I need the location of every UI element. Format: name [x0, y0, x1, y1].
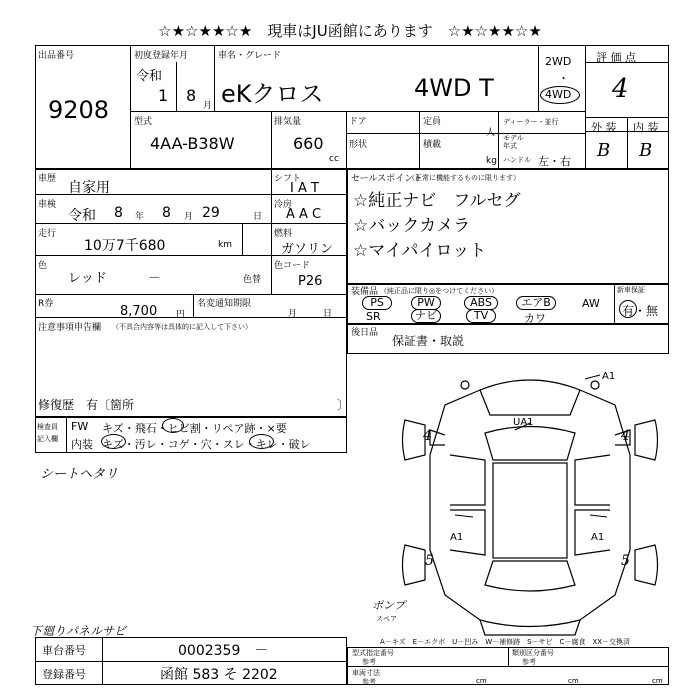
capacity-label: 定員 — [423, 117, 442, 127]
int-mark-circle-2 — [249, 434, 274, 449]
chassis-value: 0002359 － — [178, 643, 269, 659]
mark-ua1: UA1 — [513, 417, 534, 428]
car-damage-diagram — [395, 365, 665, 640]
inspection-era: 令和 — [68, 208, 96, 224]
handle-value: 左・右 — [538, 155, 571, 168]
mileage-value: 10万7千680 — [84, 238, 166, 254]
equip-pw: PW — [411, 296, 441, 310]
name-change-day: 日 — [323, 309, 333, 319]
ac-value: A A C — [286, 207, 322, 222]
fuel-value: ガソリン — [281, 242, 334, 257]
name-change-label: 名変通知期限 — [197, 299, 252, 309]
color-code: P26 — [298, 274, 323, 289]
inspector-label-2: 記入欄 — [37, 435, 58, 443]
mileage-unit: km — [218, 240, 232, 250]
capacity-unit: 人 — [486, 128, 496, 138]
displacement-unit: cc — [329, 154, 339, 164]
mark-a1-right: A1 — [591, 532, 605, 543]
inspector-fw: FW — [71, 420, 89, 433]
color-dash: － — [148, 271, 162, 286]
recycle-label: R券 — [38, 299, 54, 309]
notes-label: 注意事項申告欄 — [38, 323, 102, 333]
model-spec-label: 型式指定番号 — [352, 649, 394, 657]
first-reg-month-unit: 月 — [203, 101, 213, 111]
handle-label: ハンドル — [503, 156, 531, 164]
equip-leather: カワ — [524, 312, 546, 325]
shift-value: I A T — [290, 181, 319, 196]
color-no-label: 色替 — [243, 275, 262, 285]
shift-label: シフト — [274, 174, 302, 184]
inspection-label: 車検 — [38, 200, 57, 210]
first-reg-label: 初度登録年月 — [134, 51, 189, 61]
color-value: レッド — [68, 271, 107, 286]
repair-close: 〕 — [337, 398, 350, 412]
int-mark-circle-1 — [101, 434, 126, 449]
drive-sep: ・ — [558, 72, 569, 85]
after-items-value: 保証書・取説 — [392, 334, 465, 348]
rating-score: 4 — [612, 74, 629, 104]
sales-point-3: ☆マイパイロット — [353, 241, 487, 261]
model-year-label: モデル年式 — [503, 134, 524, 150]
inspector-label-1: 検査員 — [37, 423, 58, 431]
dimension-cm-1: cm — [476, 677, 487, 685]
int-label: 内 装 — [633, 121, 659, 134]
dimension-ref: 参考 — [362, 678, 376, 686]
diagram-spare: スペア — [376, 615, 397, 623]
fw-mark-circle — [162, 418, 184, 433]
load-unit: kg — [486, 156, 497, 166]
car-name-label: 車名・グレード — [218, 51, 282, 61]
shape-label: 形状 — [349, 140, 368, 150]
fuel-label: 燃料 — [274, 229, 293, 239]
model-label: 型式 — [134, 117, 153, 127]
chassis-label: 車台番号 — [42, 644, 86, 657]
lot-number: 9208 — [48, 96, 110, 124]
mark-a1-top: A1 — [602, 371, 616, 382]
handwritten-seat: シートヘタリ — [40, 467, 119, 482]
warranty-label: 新車保証 — [617, 286, 645, 294]
dimension-cm-3: cm — [652, 677, 663, 685]
inspection-year: 8 — [114, 205, 123, 221]
repair-history: 修復歴 有〔箇所 — [38, 398, 135, 412]
inspector-fw-items: キズ・飛石・ヒビ割・リペア跡・×要 — [102, 422, 287, 435]
sales-points-sub: （正常に機能するものに限ります） — [408, 174, 520, 182]
inspector-int: 内装 — [71, 438, 93, 451]
handwritten-trim: 下廻りパネルサビ — [30, 624, 127, 638]
recycle-unit: 円 — [176, 310, 186, 320]
inspection-month-unit: 月 — [184, 212, 194, 222]
equip-sr: SR — [366, 310, 381, 323]
equip-tv: TV — [466, 309, 496, 323]
int-grade: B — [639, 140, 653, 161]
class-label: 類別区分番号 — [512, 649, 554, 657]
ac-label: 冷房 — [274, 200, 293, 210]
color-code-label: 色コード — [274, 261, 311, 271]
sales-point-1: ☆純正ナビ フルセグ — [353, 191, 521, 211]
mark-left-num: 4 — [423, 428, 432, 444]
rating-label: 評 価 点 — [596, 51, 636, 64]
mark-bl-num: 5 — [425, 553, 434, 569]
inspection-month: 8 — [162, 205, 171, 221]
mark-right-num: 4 — [621, 428, 630, 444]
equipment-sub: （純正品に限り◎をつけてください） — [380, 287, 499, 295]
lot-label: 出品番号 — [38, 51, 75, 61]
equipment-label: 装備品 — [351, 287, 379, 297]
registration-label: 登録番号 — [42, 668, 86, 681]
drive-2wd: 2WD — [545, 55, 572, 68]
model-spec-ref: 参考 — [362, 658, 376, 666]
banner-title: ☆★☆★★☆★ 現車はJU函館にあります ☆★☆★★☆★ — [158, 22, 542, 40]
dealer-label: ディーラー・並行 — [503, 118, 559, 126]
mark-br-num: 5 — [621, 553, 630, 569]
dimension-cm-2: cm — [568, 677, 579, 685]
recycle-value: 8,700 — [120, 304, 158, 319]
equip-aw: AW — [582, 297, 600, 310]
displacement-label: 排気量 — [274, 117, 302, 127]
equip-ps: PS — [362, 296, 392, 310]
notes-sub: （不具合内容等は具体的に記入して下さい） — [112, 323, 252, 331]
diagram-bottom-mark: ポンプ — [372, 599, 405, 612]
inspection-day-unit: 日 — [253, 212, 263, 222]
name-change-month: 月 — [288, 309, 298, 319]
inspection-year-unit: 年 — [135, 212, 145, 222]
history-label: 車歴 — [38, 174, 57, 184]
car-name: eKクロス — [221, 80, 324, 108]
equip-navi: ナビ — [411, 309, 441, 323]
mileage-label: 走行 — [38, 229, 57, 239]
doors-label: ドア — [349, 117, 367, 127]
car-grade: 4WD T — [414, 74, 494, 102]
warranty-value: 有・無 — [622, 304, 659, 318]
damage-legend: A－キズ E－エクボ U－凹み W－補修跡 S－サビ C－腐食 XX－交換済 — [380, 638, 631, 646]
sales-points-label: セールスポイント — [351, 174, 423, 184]
drive-4wd: 4WD — [545, 88, 572, 101]
inspector-int-items: キズ・汚レ・コゲ・穴・スレ・キレ・破レ — [102, 438, 311, 451]
class-ref: 参考 — [522, 658, 536, 666]
load-label: 積載 — [423, 140, 442, 150]
model-code: 4AA-B38W — [150, 134, 235, 153]
equip-abs: ABS — [464, 296, 498, 310]
first-reg-year: 1 — [158, 86, 169, 105]
history-value: 自家用 — [68, 180, 110, 196]
inspection-day: 29 — [202, 205, 220, 221]
first-reg-month: 8 — [186, 86, 197, 105]
displacement-value: 660 — [293, 134, 324, 153]
registration-value: 函館 583 そ 2202 — [160, 667, 278, 683]
color-label: 色 — [38, 261, 48, 271]
ext-grade: B — [597, 140, 611, 161]
mark-a1-left: A1 — [450, 532, 464, 543]
ext-label: 外 装 — [591, 121, 617, 134]
dimension-label: 車両寸法 — [352, 669, 380, 677]
equip-airbag: エアB — [516, 296, 556, 310]
after-items-label: 後日品 — [351, 328, 379, 338]
sales-point-2: ☆バックカメラ — [353, 216, 471, 236]
first-reg-era: 令和 — [136, 69, 163, 84]
